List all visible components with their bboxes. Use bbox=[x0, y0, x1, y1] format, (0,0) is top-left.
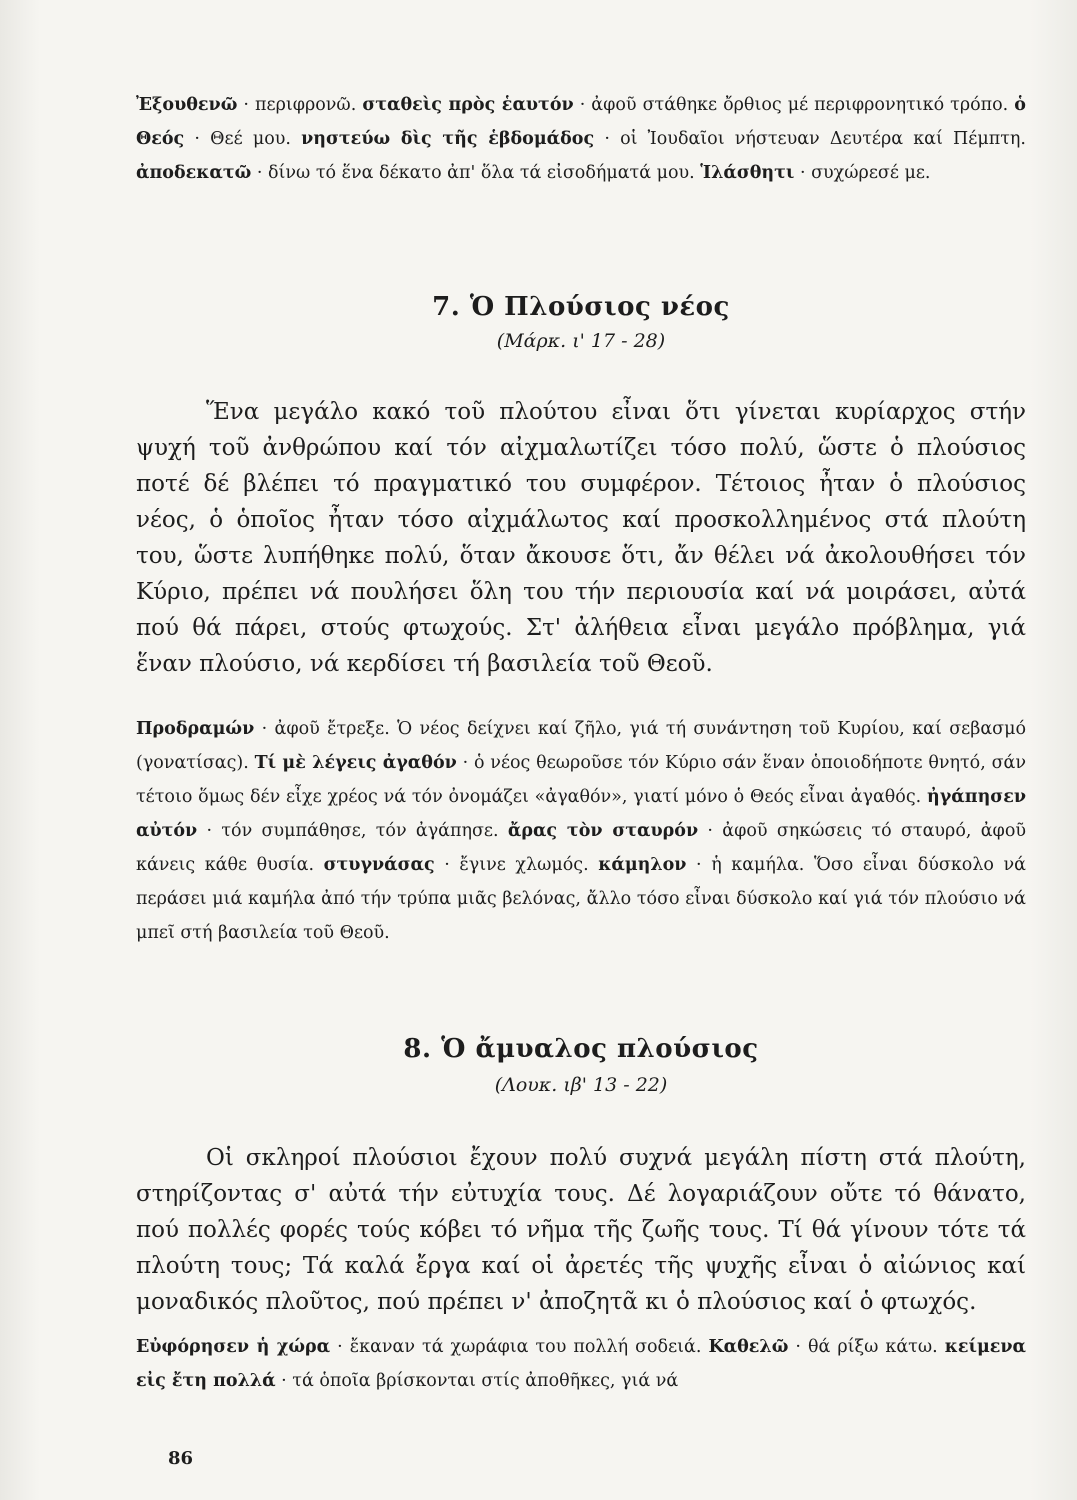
section-7-paragraph: Ἕνα μεγάλο κακό τοῦ πλούτου εἶναι ὅτι γίνεται κυρίαρχος στήν ψυχή τοῦ ἀνθρώπου καί τόν αἰχμαλωτίζει τόσο πολύ, ὥστε ὁ πλούσιος ποτέ δέ βλέπει τό πραγματικό του συμφέρον. Τέτοιος ἦταν ὁ πλούσιος νέος, ὁ ὁποῖος ἦταν τόσο αἰχμάλωτος καί προσκολλημένος στά πλούτη του, ὥστε λυπήθηκε πολύ, ὅταν ἄκουσε ὅτι, ἄν θέλει νά ἀκολουθήσει τόν Κύριο, πρέπει νά πουλήσει ὅλη του τήν περιουσία καί νά μοιράσει, αὐτά πού θά πάρει, στούς φτωχούς. Στ' ἀλήθεια εἶναι μεγάλο πρόβλημα, γιά ἕναν πλούσιο, νά κερδίσει τή βασιλεία τοῦ Θεοῦ. bbox=[136, 399, 1026, 677]
intro-notes-paragraph bbox=[136, 88, 1026, 190]
term: Καθελῶ bbox=[708, 1337, 789, 1357]
term: νηστεύω δὶς τῆς ἑβδομάδος bbox=[301, 129, 595, 149]
definition: · περιφρονῶ. bbox=[237, 95, 363, 115]
section-8-paragraph: Οἱ σκληροί πλούσιοι ἔχουν πολύ συχνά μεγάλη πίστη στά πλούτη, στηρίζοντας σ' αὐτά τήν εὐτυχία τους. Δέ λογαριάζουν οὔτε τό θάνατο, πού πολλές φορές τούς κόβει τό νῆμα τῆς ζωῆς τους. Τί θά γίνουν τότε τά πλούτη τους; Τά καλά ἔργα καί οἱ ἀρετές τῆς ψυχῆς εἶναι ὁ αἰώνιος καί μοναδικός πλοῦτος, πού πρέπει ν' ἀποζητᾶ κι ὁ πλούσιος καί ὁ φτωχός. bbox=[136, 1145, 1026, 1315]
definition: · οἱ Ἰουδαῖοι νήστευαν Δευτέρα καί Πέμπτη. bbox=[594, 129, 1026, 149]
section-7-reference: (Μάρκ. ι' 17 - 28) bbox=[496, 330, 666, 352]
term: ὁ Θεός bbox=[136, 95, 1026, 149]
term: κάμηλον bbox=[598, 855, 687, 875]
term: κείμενα εἰς ἔτη πολλά bbox=[136, 1337, 1027, 1391]
intro-notes bbox=[136, 88, 1026, 190]
definition: · ἡ καμήλα. Ὅσο εἶναι δύσκολο νά περάσει μιά καμήλα ἀπό τήν τρύπα μιᾶς βελόνας, ἄλλο τόσο εἶναι δύσκολο καί γιά τόν πλούσιο νά μπεῖ στή βασιλεία τοῦ Θεοῦ. bbox=[136, 855, 1026, 943]
section-7-body bbox=[136, 394, 1026, 682]
term: ἠγάπησεν αὐτόν bbox=[136, 787, 1026, 841]
definition: · ἀφοῦ στάθηκε ὄρθιος μέ περιφρονητικό τρόπο. bbox=[573, 95, 1015, 115]
definition: · ἀφοῦ ἔτρεξε. Ὁ νέος δείχνει καί ζῆλο, γιά τή συνάντηση τοῦ Κυρίου, καί σεβασμό (γονατίσας). bbox=[136, 719, 1026, 773]
term: ἄρας τὸν σταυρόν bbox=[507, 821, 699, 841]
term: Προδραμών bbox=[136, 719, 255, 739]
definition: · ἔκαναν τά χωράφια του πολλή σοδειά. bbox=[330, 1337, 709, 1357]
term: σταθεὶς πρὸς ἑαυτόν bbox=[362, 95, 574, 115]
definition: · τόν συμπάθησε, τόν ἀγάπησε. bbox=[197, 821, 508, 841]
section-8-heading: 8. Ὁ ἄμυαλος πλούσιος bbox=[403, 1034, 759, 1064]
term: Ἱλάσθητι bbox=[700, 163, 795, 183]
page-number: 86 bbox=[168, 1448, 194, 1469]
definition: · ἔγινε χλωμός. bbox=[434, 855, 599, 875]
definition: · Θεέ μου. bbox=[184, 129, 302, 149]
term: στυγνάσας bbox=[323, 855, 435, 875]
section-8-notes-paragraph bbox=[136, 1330, 1026, 1398]
section-7-notes-paragraph bbox=[136, 712, 1026, 950]
term: ἀποδεκατῶ bbox=[136, 163, 252, 183]
term: Εὐφόρησεν ἡ χώρα bbox=[136, 1337, 331, 1357]
section-7-notes bbox=[136, 712, 1026, 950]
definition: · τά ὁποῖα βρίσκονται στίς ἀποθῆκες, γιά νά bbox=[275, 1371, 679, 1391]
definition: · θά ρίξω κάτω. bbox=[788, 1337, 945, 1357]
definition: · συχώρεσέ με. bbox=[794, 163, 931, 183]
term: Τί μὲ λέγεις ἀγαθόν bbox=[254, 753, 457, 773]
definition: · ἀφοῦ σηκώσεις τό σταυρό, ἀφοῦ κάνεις κάθε θυσία. bbox=[136, 821, 1026, 875]
section-8-body bbox=[136, 1140, 1026, 1320]
term: Ἐξουθενῶ bbox=[136, 95, 238, 115]
section-8-notes bbox=[136, 1330, 1026, 1398]
definition: · δίνω τό ἕνα δέκατο ἀπ' ὅλα τά εἰσοδήματά μου. bbox=[251, 163, 701, 183]
definition: · ὁ νέος θεωροῦσε τόν Κύριο σάν ἕναν ὁποιοδήποτε θνητό, σάν τέτοιο ὅμως δέν εἶχε χρέος νά τόν ὀνομάζει «ἀγαθόν», γιατί μόνο ὁ Θεός εἶναι ἀγαθός. bbox=[136, 753, 1026, 807]
section-8-reference: (Λουκ. ιβ' 13 - 22) bbox=[494, 1074, 668, 1096]
section-7-heading: 7. Ὁ Πλούσιος νέος bbox=[432, 292, 730, 322]
